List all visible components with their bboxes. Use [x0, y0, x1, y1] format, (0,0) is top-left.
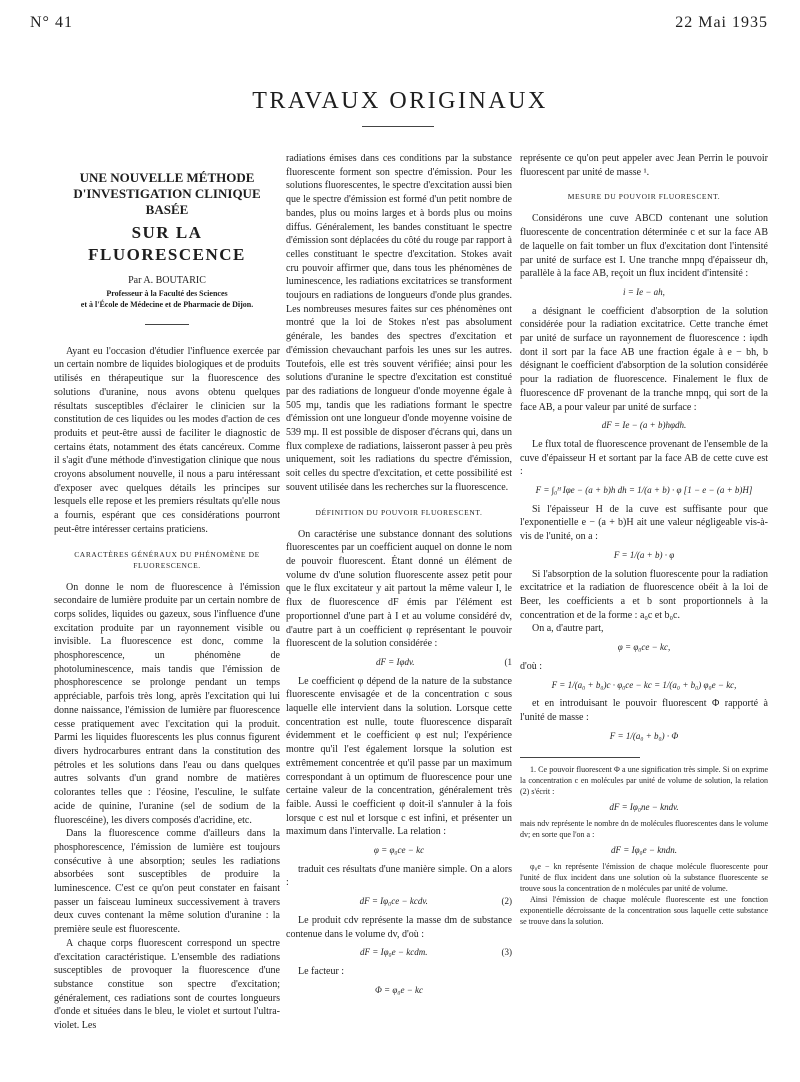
- equation-2: [286, 895, 512, 909]
- paragraph: Considérons une cuve ABCD contenant une solution fluorescente de concentration déterminée c et sur la face AB de laquelle on fait tomber un flux d'excitation dont l'intensité par unité de surface est I. Une tranche mnpq d'épaisseur dh, parallèle à la face AB, reçoit un flux incident d'intensité :: [520, 213, 768, 280]
- paragraph: On a, d'autre part,: [532, 623, 604, 635]
- author-affiliation-1: Professeur à la Faculté des Sciences: [106, 288, 228, 298]
- equation: i = Ie − ah,: [623, 286, 665, 297]
- footnote-equation: dF = Iφ₀ne − kndv.: [609, 802, 679, 813]
- paragraph: A chaque corps fluorescent correspond un spectre d'excitation caractéristique. L'ensemble des radiations susceptibles de provoquer la fluorescence d'une substance constitue son spectre d'excitation; généralement, ces radiations sont de courtes longueurs d'onde et situées dans le bleu, le violet et surtout l'ultra-violet. Les: [54, 937, 280, 1032]
- equation-text: dF = Iφdv.: [375, 656, 415, 667]
- equation: φ = φ₀ce − kc: [373, 845, 425, 856]
- paragraph: Si l'absorption de la solution fluorescente pour la radiation excitatrice et la radiation de fluorescence obéit à la loi de Beer, les coefficients a et b sont proportionnels à la concentration et de la forme : a₀c et b₀c.: [520, 568, 768, 621]
- equation: F = 1/(a₀ + b₀)c · φ₀ce − kc = 1/(a₀ + b₀) φ₀e − kc,: [551, 679, 737, 690]
- paragraph: Ayant eu l'occasion d'étudier l'influence exercée par un certain nombre de liquides biologiques et de produits utilisés en thérapeutique sur la fluorescence des solutions d'uranine, nous avons obtenu quelques résultats susceptibles d'éclairer le clinicien sur la constitution de ces liquides ou les modes d'action de ces produits et peut-être aussi de faciliter le diagnostic de certains états, notamment des états cancéreux. Comme il s'agit d'une méthode d'investigation clinique que nous croyons absolument nouvelle, il nous a paru intéressant d'exposer avec quelques détails les principes sur lesquels elle repose et les premiers résultats qu'elle nous a fournis, espérant que ces considérations pourront peut-être intéresser certains praticiens.: [54, 345, 280, 535]
- title-line-3: BASÉE: [145, 202, 189, 217]
- footnote-rule: [520, 757, 640, 758]
- paragraph: Dans la fluorescence comme d'ailleurs dans la phosphorescence, l'émission de lumière est toujours consécutive à une absorption; seules les radiations absorbées sont susceptibles de produire la luminescence. C'est ce qu'on peut constater en faisant passer un faisceau lumineux successivement à travers deux cuves contenant la même solution d'uranine : la première seule est fluorescente.: [54, 828, 280, 936]
- paragraph: Le facteur :: [298, 965, 345, 977]
- paragraph: Si l'épaisseur H de la cuve est suffisante pour que l'exponentielle e − (a + b)H ait une valeur négligeable vis-à-vis de l'unité, on a :: [520, 503, 768, 543]
- paragraph: radiations émises dans ces conditions par la substance fluorescente forment son spectre d'émission. Pour les solutions fluorescentes, le spectre d'excitation aussi bien que le spectre d'émission est formé d'un petit nombre de bandes, plus ou moins larges et à bords plus ou moins diffus. Généralement, les bandes constituant le spectre d'émission sont déplacées du côté du rouge par rapport à celles constituant le spectre d'excitation. Stokes avait cru pouvoir affirmer que, dans tous les phénomènes de luminescence, les radiations excitatrices se transforment toujours en radiations de longueurs d'onde plus grandes. Les nombreuses mesures faites sur ces phénomènes ont montré que la loi de Stokes n'est pas absolument générale, les bandes des spectres d'excitation et d'émission chevauchant parfois les unes sur les autres. Toutefois, elle est très souvent vérifiée; ainsi pour les solutions d'uranine le spectre d'excitation est constitué par des radiations de longueur d'onde moyenne égale à 505 mμ, tandis que les radiations formant le spectre d'émission ont une longueur d'onde moyenne voisine de 539 mμ. Il est possible de disposer d'écrans qui, dans un flux complexe de radiations, laisseront passer à peu près uniquement, soit les radiations du spectre d'émission, soit celles du spectre d'excitation, et cette possibilité est souvent utilisée dans les recherches sur la fluorescence.: [286, 153, 512, 493]
- author-byline: Par A. BOUTARIC: [128, 275, 206, 286]
- paragraph: a désignant le coefficient d'absorption de la solution considérée pour la radiation excitatrice. Cette tranche émet par unité de surface un rayonnement de fluorescence : iφdh dont il sort par la face AB une fraction égale à e − bh, b désignant le coefficient d'absorption de la solution considérée pour la radiation de fluorescence. Finalement le flux de fluorescence dF provenant de la tranche mnpq, qui sort de la face AB, a pour valeur par unité de surface :: [520, 305, 768, 413]
- article-title: [54, 170, 280, 266]
- equation-number: (3): [501, 947, 512, 958]
- equation-number: (2): [501, 896, 512, 907]
- equation: F = 1/(a₀ + b₀) · Φ: [609, 730, 679, 741]
- column-2: [286, 152, 512, 1070]
- section-title: TRAVAUX ORIGINAUX: [252, 88, 548, 114]
- column-3: [520, 152, 768, 1070]
- paragraph: Le produit cdv représente la masse dm de substance contenue dans le volume dv, d'où :: [286, 914, 512, 940]
- title-main: SUR LA FLUORESCENCE: [88, 223, 246, 264]
- issue-date: 22 Mai 1935: [675, 14, 768, 31]
- author-affiliation-2: et à l'École de Médecine et de Pharmacie de Dijon.: [80, 299, 254, 309]
- paragraph: et en introduisant le pouvoir fluorescent Φ rapporté à l'unité de masse :: [520, 698, 768, 723]
- issue-number: N° 41: [30, 14, 73, 31]
- equation-text: dF = Iφ₀ce − kcdv.: [359, 896, 428, 907]
- paragraph: Le flux total de fluorescence provenant de l'ensemble de la cuve d'épaisseur H et sortant par la face AB de cette cuve est :: [520, 438, 768, 478]
- footnote-equation: dF = Iφ₀e − kndn.: [611, 845, 677, 856]
- equation: Φ = φ₀e − kc: [374, 984, 424, 995]
- equation-3: [286, 946, 512, 960]
- section-heading: MESURE DU POUVOIR FLUORESCENT.: [567, 192, 721, 202]
- equation: dF = Ie − (a + b)hφdh.: [601, 420, 687, 431]
- title-line-2: D'INVESTIGATION CLINIQUE: [73, 186, 261, 201]
- paragraph: d'où :: [520, 660, 543, 672]
- equation: φ = φ₀ce − kc,: [617, 642, 671, 653]
- equation: F = ∫₀ᴴ Iφe − (a + b)h dh = 1/(a + b) · φ [1 − e − (a + b)H]: [535, 485, 753, 496]
- divider: [145, 324, 189, 325]
- footnote: [520, 764, 768, 927]
- footnote-text: 1. Ce pouvoir fluorescent Φ a une signification très simple. Si on exprime la concentration c en molécules par unité de volume de solution, la relation (2) s'écrit :: [520, 765, 768, 797]
- paragraph: On caractérise une substance donnant des solutions fluorescentes par un coefficient auquel on donne le nom de pouvoir fluorescent. Étant donné un élément de volume dv d'une solution fluorescente assez petit pour que le flux excitateur y ait partout la même valeur I, le flux de fluorescence dF émis par l'élément est proportionnel d'une part à I et au volume considéré dv, d'autre part à un coefficient φ représentant le pouvoir fluorescent de la solution considérée :: [286, 528, 512, 650]
- footnote-text: φ₀e − kn représente l'émission de chaque molécule fluorescente pour l'unité de flux incident dans une solution où la substance fluorescente se trouve sous la concentration de n molécules par unité de volume.: [520, 862, 768, 894]
- title-line-1: UNE NOUVELLE MÉTHODE: [79, 170, 255, 185]
- paragraph: traduit ces résultats d'une manière simple. On a alors :: [286, 863, 512, 889]
- equation: F = 1/(a + b) · φ: [613, 549, 675, 560]
- equation-number: (1: [504, 656, 512, 667]
- section-heading: DÉFINITION DU POUVOIR FLUORESCENT.: [315, 507, 483, 517]
- paragraph: représente ce qu'on peut appeler avec Jean Perrin le pouvoir fluorescent par unité de masse ¹.: [520, 153, 768, 178]
- equation-1: [286, 656, 512, 670]
- column-1: [54, 152, 280, 1070]
- section-heading: CARACTÈRES GÉNÉRAUX DU PHÉNOMÈNE DE FLUORESCENCE.: [74, 549, 260, 570]
- equation-text: dF = Iφ₀e − kcdm.: [360, 947, 428, 958]
- title-rule: [362, 126, 434, 127]
- footnote-text: Ainsi l'émission de chaque molécule fluorescente est une fonction exponentielle décroissante de la concentration sous laquelle cette substance se trouve dans la solution.: [520, 895, 768, 927]
- footnote-text: mais ndv représente le nombre dn de molécules fluorescentes dans le volume dv; en sorte que l'on a :: [520, 819, 768, 840]
- paragraph: On donne le nom de fluorescence à l'émission secondaire de lumière produite par un certain nombre de corps solides, liquides ou gazeux, sous l'influence d'une excitation produite par un rayonnement visible ou invisible. La fluorescence est donc, comme la phosphorescence, un phénomène de photoluminescence, mais tandis que l'émission de phosphorescence se prolonge pendant un temps appréciable, parfois très long, après l'excitation qui lui donne naissance, l'émission de lumière par fluorescence cesse pratiquement avec l'excitation qui la produit. Parmi les liquides fluorescents les plus connus figurent divers hydrocarbures entrant dans la constitution des pétroles et les solutions dans l'eau ou dans quelques autres solvants d'un grand nombre de matières colorantes telles que : l'éosine, l'esculine, le sulfate acide de quinine, l'uranine (sel de sodium de la fluorescéine), les divers composés d'acridine, etc.: [54, 581, 280, 826]
- paragraph: Le coefficient φ dépend de la nature de la substance fluorescente envisagée et de la concentration c sous laquelle elle intervient dans la solution. Lorsque cette concentration est nulle, toute fluorescence disparaît évidemment et le coefficient φ est nul; l'expérience montre qu'il l'est également lorsque la solution est extrêmement concentrée et qu'il passe par un maximum correspondant à un optimum de fluorescence pour une certaine valeur de la concentration, généralement très faible. Aussi le coefficient φ doit-il s'annuler à la fois lorsque c est nul et lorsque c est infini, et présenter un maximum dans l'intervalle. La relation :: [286, 675, 512, 838]
